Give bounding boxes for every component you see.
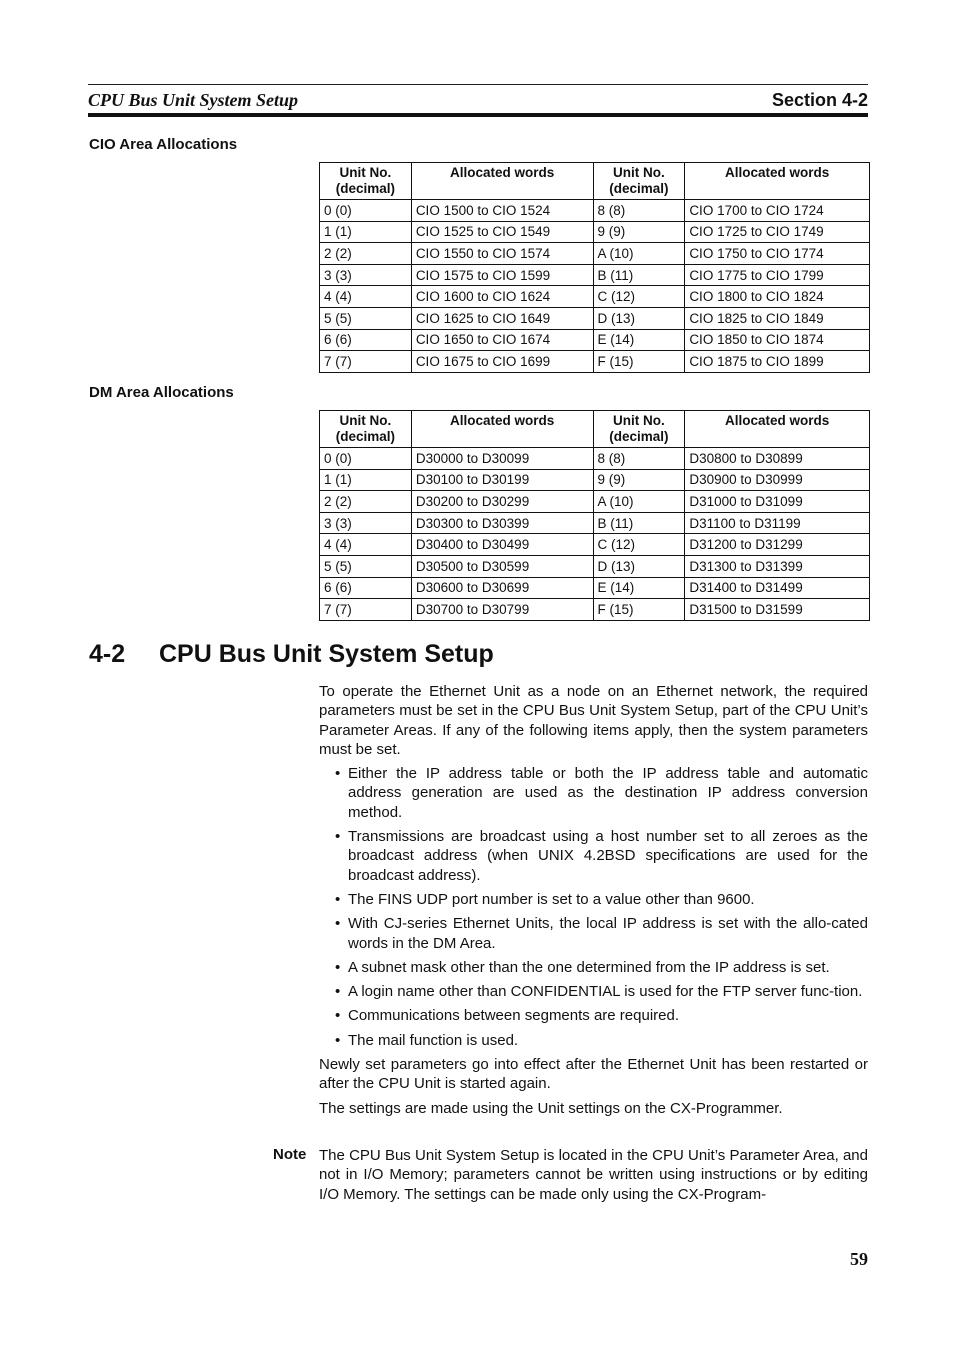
unit-number-cell: 1 (1) <box>320 221 412 243</box>
allocated-words-cell: CIO 1500 to CIO 1524 <box>411 200 593 222</box>
allocated-words-cell: CIO 1600 to CIO 1624 <box>411 286 593 308</box>
allocated-words-cell: D31000 to D31099 <box>685 491 870 513</box>
allocated-words-cell: D30500 to D30599 <box>411 555 593 577</box>
unit-number-cell: 9 (9) <box>593 221 685 243</box>
list-item <box>319 914 868 953</box>
unit-number-cell: F (15) <box>593 599 685 621</box>
unit-number-cell: 0 (0) <box>320 200 412 222</box>
unit-number-cell: B (11) <box>593 512 685 534</box>
running-header-section: Section 4-2 <box>771 90 868 110</box>
bullet-glyph: • <box>335 1031 341 1049</box>
table-row <box>320 448 870 470</box>
allocated-words-cell: CIO 1875 to CIO 1899 <box>685 351 870 373</box>
column-header: Allocated words <box>411 163 593 200</box>
list-item-text: The mail function is used. <box>348 1031 519 1049</box>
unit-number-cell: A (10) <box>593 491 685 513</box>
note-label: Note <box>273 1146 307 1163</box>
allocated-words-cell: CIO 1775 to CIO 1799 <box>685 264 870 286</box>
list-item <box>319 1006 868 1025</box>
allocated-words-cell: D31200 to D31299 <box>685 534 870 556</box>
unit-number-cell: 2 (2) <box>320 491 412 513</box>
table-row <box>320 264 870 286</box>
allocated-words-cell: CIO 1825 to CIO 1849 <box>685 307 870 329</box>
unit-number-cell: 0 (0) <box>320 448 412 470</box>
unit-number-cell: 3 (3) <box>320 512 412 534</box>
note-text: The CPU Bus Unit System Setup is located in the CPU Unit’s Parameter Area, and not in I/O Memory; parameters cannot be written using instructions or by editing I/O Memory. The settings can be made only using the CX-Program- <box>319 1147 868 1203</box>
unit-number-cell: D (13) <box>593 555 685 577</box>
allocated-words-cell: D30000 to D30099 <box>411 448 593 470</box>
allocated-words-cell: CIO 1525 to CIO 1549 <box>411 221 593 243</box>
unit-number-cell: 7 (7) <box>320 599 412 621</box>
table-row <box>320 329 870 351</box>
allocated-words-cell: CIO 1625 to CIO 1649 <box>411 307 593 329</box>
table-row <box>320 286 870 308</box>
allocated-words-cell: D30200 to D30299 <box>411 491 593 513</box>
list-item <box>319 827 868 885</box>
bullet-glyph: • <box>335 983 341 1001</box>
column-header: Allocated words <box>685 163 870 200</box>
unit-number-cell: 6 (6) <box>320 329 412 351</box>
allocated-words-cell: CIO 1750 to CIO 1774 <box>685 243 870 265</box>
page-number: 59 <box>850 1249 868 1269</box>
table-row <box>320 307 870 329</box>
settings-paragraph: The settings are made using the Unit settings on the CX-Programmer. <box>319 1099 783 1117</box>
table-row <box>320 599 870 621</box>
list-item-text: A subnet mask other than the one determined from the IP address is set. <box>348 958 830 976</box>
list-item <box>319 982 868 1001</box>
unit-number-cell: 3 (3) <box>320 264 412 286</box>
section-body <box>319 682 868 1123</box>
allocated-words-cell: CIO 1725 to CIO 1749 <box>685 221 870 243</box>
cio-table <box>319 162 870 373</box>
list-item <box>319 764 868 822</box>
unit-number-cell: 1 (1) <box>320 469 412 491</box>
column-header: Allocated words <box>411 411 593 448</box>
allocated-words-cell: CIO 1800 to CIO 1824 <box>685 286 870 308</box>
unit-number-cell: 5 (5) <box>320 555 412 577</box>
unit-number-cell: 7 (7) <box>320 351 412 373</box>
allocated-words-cell: D31300 to D31399 <box>685 555 870 577</box>
unit-number-cell: F (15) <box>593 351 685 373</box>
bullet-glyph: • <box>335 765 341 783</box>
table-row <box>320 577 870 599</box>
running-header-title: CPU Bus Unit System Setup <box>88 90 299 110</box>
unit-number-cell: 4 (4) <box>320 286 412 308</box>
unit-number-cell: 8 (8) <box>593 448 685 470</box>
allocated-words-cell: D30800 to D30899 <box>685 448 870 470</box>
bullet-glyph: • <box>335 915 341 933</box>
list-item-text: Transmissions are broadcast using a host number set to all zeroes as the broadcast address (when UNIX 4.2BSD specifications are used for the broadcast address). <box>348 828 868 884</box>
cio-heading: CIO Area Allocations <box>89 136 238 153</box>
allocated-words-cell: CIO 1700 to CIO 1724 <box>685 200 870 222</box>
allocated-words-cell: D30700 to D30799 <box>411 599 593 621</box>
allocated-words-cell: CIO 1650 to CIO 1674 <box>411 329 593 351</box>
unit-number-cell: E (14) <box>593 329 685 351</box>
unit-number-cell: 6 (6) <box>320 577 412 599</box>
list-item-text: A login name other than CONFIDENTIAL is used for the FTP server func-tion. <box>348 983 863 1001</box>
allocated-words-cell: D30900 to D30999 <box>685 469 870 491</box>
list-item-text: With CJ-series Ethernet Units, the local IP address is set with the allo-cated words in the DM Area. <box>348 915 868 952</box>
section-heading <box>89 640 494 669</box>
bullet-glyph: • <box>335 890 341 908</box>
list-item-text: Either the IP address table or both the IP address table and automatic address generation are used as the destination IP address conversion method. <box>348 765 868 821</box>
unit-number-cell: 9 (9) <box>593 469 685 491</box>
column-header: Unit No. (decimal) <box>593 163 685 200</box>
unit-number-cell: 8 (8) <box>593 200 685 222</box>
table-header-row <box>320 163 870 200</box>
table-row <box>320 534 870 556</box>
dm-heading: DM Area Allocations <box>89 384 234 401</box>
allocated-words-cell: CIO 1850 to CIO 1874 <box>685 329 870 351</box>
allocated-words-cell: D30300 to D30399 <box>411 512 593 534</box>
header-rule-bottom <box>88 113 868 117</box>
intro-paragraph: To operate the Ethernet Unit as a node on an Ethernet network, the required parameters must be set in the CPU Bus Unit System Setup, part of the CPU Unit’s Parameter Areas. If any of the following items apply, then the system parameters must be set. <box>319 683 868 758</box>
column-header: Unit No. (decimal) <box>320 411 412 448</box>
list-item <box>319 958 868 977</box>
unit-number-cell: D (13) <box>593 307 685 329</box>
allocated-words-cell: D31500 to D31599 <box>685 599 870 621</box>
table-row <box>320 555 870 577</box>
bullet-glyph: • <box>335 828 341 846</box>
allocated-words-cell: D30100 to D30199 <box>411 469 593 491</box>
column-header: Unit No. (decimal) <box>593 411 685 448</box>
unit-number-cell: 5 (5) <box>320 307 412 329</box>
unit-number-cell: C (12) <box>593 534 685 556</box>
table-row <box>320 512 870 534</box>
allocated-words-cell: D31400 to D31499 <box>685 577 870 599</box>
unit-number-cell: C (12) <box>593 286 685 308</box>
allocated-words-cell: CIO 1575 to CIO 1599 <box>411 264 593 286</box>
table-row <box>320 491 870 513</box>
allocated-words-cell: CIO 1675 to CIO 1699 <box>411 351 593 373</box>
column-header: Unit No. (decimal) <box>320 163 412 200</box>
column-header: Allocated words <box>685 411 870 448</box>
dm-table <box>319 410 870 621</box>
restart-paragraph: Newly set parameters go into effect after the Ethernet Unit has been restarted or after the CPU Unit is started again. <box>319 1056 868 1093</box>
table-row <box>320 469 870 491</box>
table-row <box>320 351 870 373</box>
unit-number-cell: E (14) <box>593 577 685 599</box>
table-row <box>320 200 870 222</box>
table-row <box>320 221 870 243</box>
condition-list <box>319 764 868 1050</box>
allocated-words-cell: D31100 to D31199 <box>685 512 870 534</box>
section-number: 4-2 <box>89 640 126 668</box>
list-item <box>319 890 868 909</box>
unit-number-cell: 4 (4) <box>320 534 412 556</box>
table-row <box>320 243 870 265</box>
allocated-words-cell: CIO 1550 to CIO 1574 <box>411 243 593 265</box>
header-rule-top <box>88 84 868 85</box>
section-title: CPU Bus Unit System Setup <box>159 640 494 668</box>
bullet-glyph: • <box>335 958 341 976</box>
unit-number-cell: B (11) <box>593 264 685 286</box>
allocated-words-cell: D30400 to D30499 <box>411 534 593 556</box>
unit-number-cell: A (10) <box>593 243 685 265</box>
table-header-row <box>320 411 870 448</box>
bullet-glyph: • <box>335 1007 341 1025</box>
list-item-text: Communications between segments are required. <box>348 1007 680 1025</box>
allocated-words-cell: D30600 to D30699 <box>411 577 593 599</box>
unit-number-cell: 2 (2) <box>320 243 412 265</box>
list-item <box>319 1031 868 1050</box>
list-item-text: The FINS UDP port number is set to a value other than 9600. <box>348 890 755 908</box>
